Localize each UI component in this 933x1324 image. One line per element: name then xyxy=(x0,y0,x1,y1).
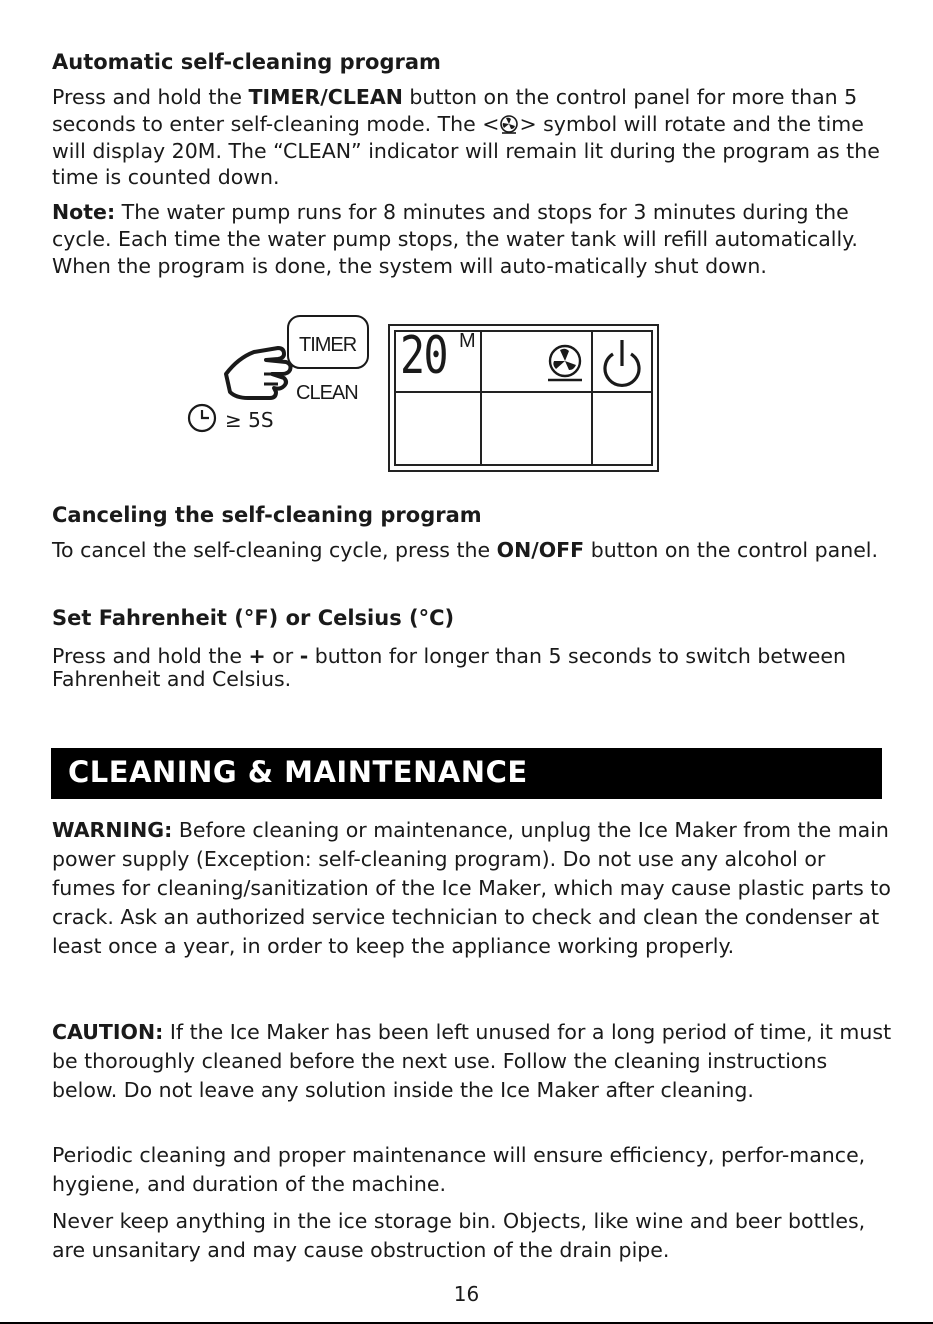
timer-clean-illustration xyxy=(180,312,380,442)
display-time-digits: 20 xyxy=(400,326,447,386)
clean-label: CLEAN xyxy=(296,382,358,404)
display-unit-m: M xyxy=(459,330,476,352)
text-run: button on the control panel. xyxy=(584,538,879,562)
section-heading-auto-clean: Automatic self-cleaning program xyxy=(52,50,441,74)
never-paragraph: Never keep anything in the ice storage bin. Objects, like wine and beer bottles, are unsanitary and may cause obstruction of the drain pipe. xyxy=(52,1209,866,1262)
text-run: button on the control panel for more than 5 seconds to enter self-cleaning mode. The < xyxy=(52,85,858,136)
warning-text: Before cleaning or maintenance, unplug the Ice Maker from the main power supply (Exception: self-cleaning program). Do not use any alcohol or fumes for cleaning/sanitization of the Ice Maker, which may cause plastic parts to crack. Ask an authorized service technician to check and clean the condenser at least once a year, in order to keep the appliance working properly. xyxy=(52,818,891,958)
minus-bold: - xyxy=(299,644,309,668)
note-text: The water pump runs for 8 minutes and stops for 3 minutes during the cycle. Each time the water pump stops, the water tank will refill automatically. When the program is done, the system will auto-matically shut down. xyxy=(52,200,858,278)
section-heading-units: Set Fahrenheit (°F) or Celsius (°C) xyxy=(52,606,455,630)
timer-clean-bold: TIMER/CLEAN xyxy=(248,85,403,109)
warning-label: WARNING: xyxy=(52,818,173,842)
control-display-panel xyxy=(388,324,659,472)
warning-paragraph xyxy=(52,816,892,961)
cancel-paragraph xyxy=(52,537,892,564)
page-number: 16 xyxy=(453,1282,480,1306)
note-label: Note: xyxy=(52,200,116,224)
caution-text: If the Ice Maker has been left unused for a long period of time, it must be thoroughly cleaned before the next use. Follow the cleaning instructions below. Do not leave any solution inside the Ice Maker after cleaning. xyxy=(52,1020,892,1102)
text-run: Press and hold the xyxy=(52,85,249,109)
section-banner xyxy=(51,748,882,799)
text-run: > symbol will rotate and the time will display 20M. The “CLEAN” indicator will remain lit during the program as the time is counted down. xyxy=(52,111,880,190)
on-off-bold: ON/OFF xyxy=(496,538,585,562)
caution-paragraph xyxy=(52,1018,892,1105)
text-run: or xyxy=(265,644,300,668)
auto-clean-paragraph xyxy=(52,84,892,191)
banner-title: CLEANING & MAINTENANCE xyxy=(68,755,528,789)
hand-press-icon xyxy=(180,312,380,442)
text-run: Press and hold the xyxy=(52,644,249,668)
note-paragraph xyxy=(52,199,892,279)
caution-label: CAUTION: xyxy=(52,1020,164,1044)
timer-label: TIMER xyxy=(299,334,357,356)
periodic-paragraph: Periodic cleaning and proper maintenance will ensure efficiency, perfor-mance, hygiene, and duration of the machine. xyxy=(52,1143,866,1196)
text-run: button for longer than 5 seconds to switch between Fahrenheit and Celsius. xyxy=(52,644,847,691)
units-paragraph xyxy=(52,645,892,691)
section-heading-cancel: Canceling the self-cleaning program xyxy=(52,503,482,527)
text-run: To cancel the self-cleaning cycle, press the xyxy=(52,538,497,562)
plus-bold: + xyxy=(248,644,266,668)
hold-time-label: ≥ 5S xyxy=(225,408,274,432)
fan-icon xyxy=(499,114,519,134)
